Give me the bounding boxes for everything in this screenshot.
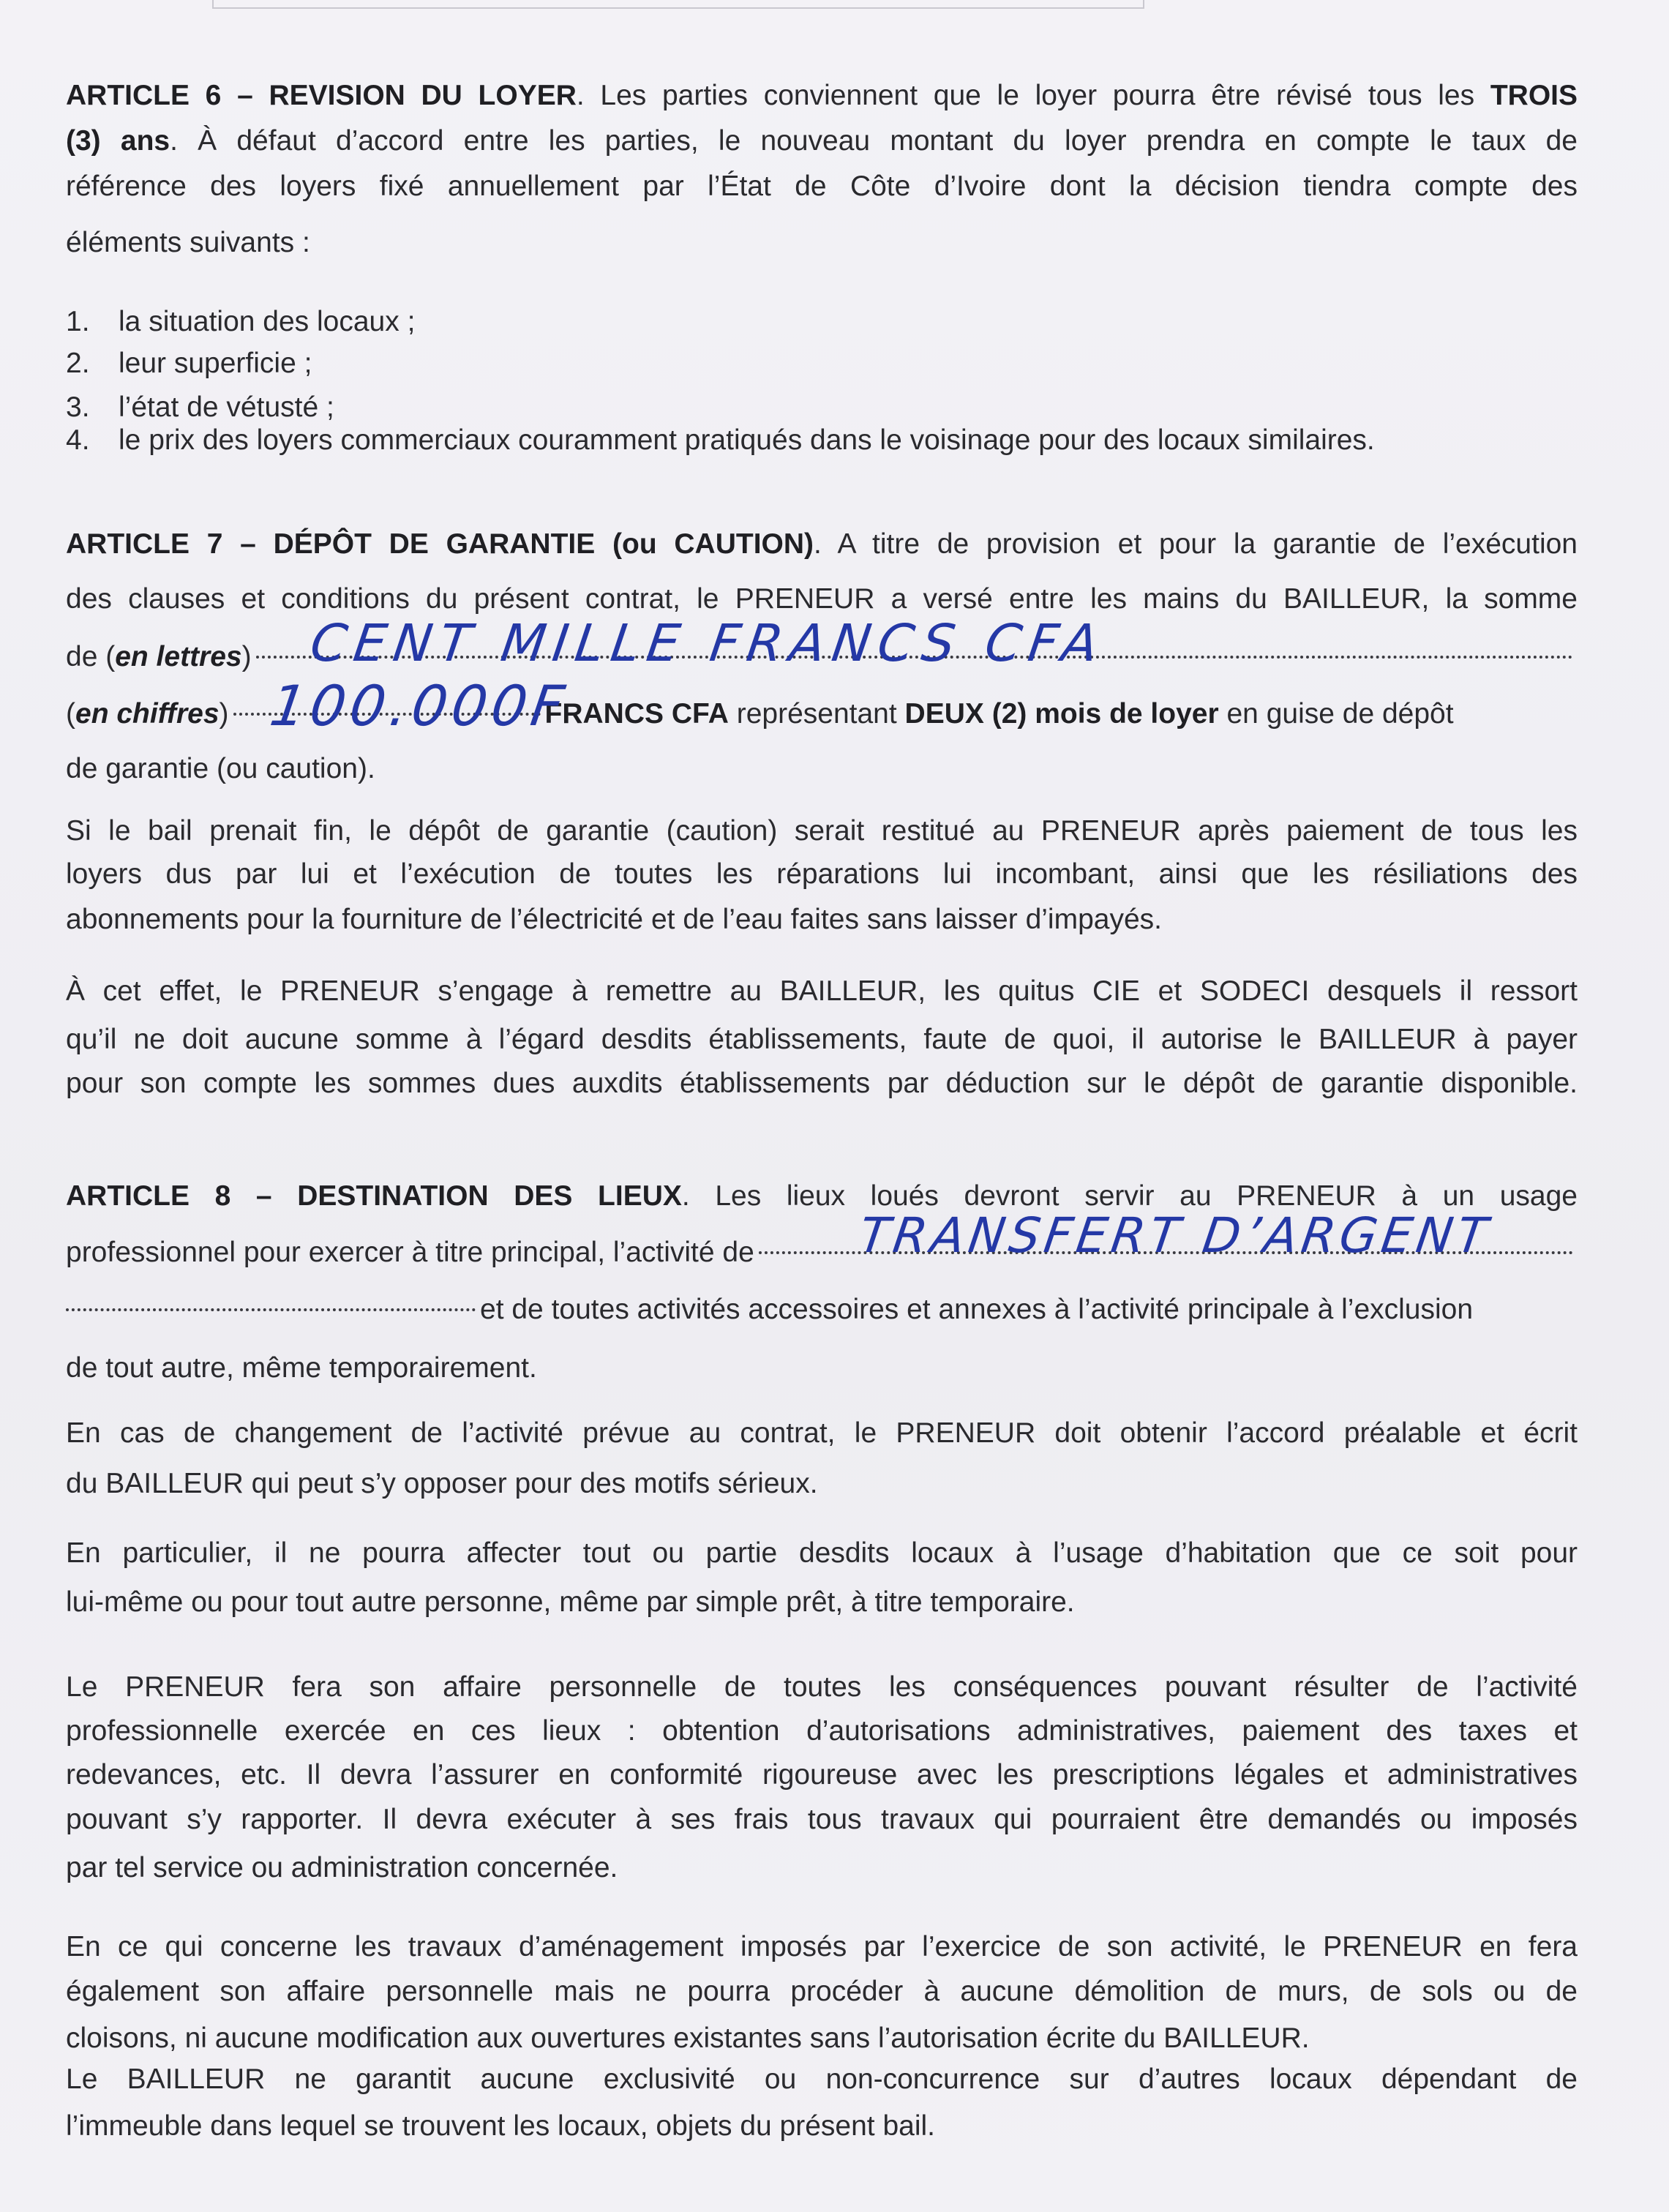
- article6-line-4: éléments suivants :: [66, 227, 310, 258]
- article8-line-3: [66, 1291, 1578, 1328]
- paragraph-line: professionnelle exercée en ces lieux : obtention d’autorisations administratives, paiement des taxes et: [66, 1715, 1578, 1747]
- text: ): [241, 641, 252, 672]
- label-en-chiffres: en chiffres: [75, 698, 220, 730]
- article6-line-3: référence des loyers fixé annuellement par l’État de Côte d’Ivoire dont la décision tiendra compte des: [66, 170, 1578, 202]
- article8-heading: ARTICLE 8 – DESTINATION DES LIEUX: [66, 1180, 682, 1212]
- paragraph-line: également son affaire personnelle mais ne pourra procéder à aucune démolition de murs, de sols ou de: [66, 1976, 1578, 2007]
- dotted-blank: [66, 1308, 476, 1311]
- paragraph-line: En particulier, il ne pourra affecter tout ou partie desdits locaux à l’usage d’habitation que ce soit pour: [66, 1537, 1578, 1569]
- list-text: l’état de vétusté ;: [119, 391, 334, 423]
- list-number: 4.: [66, 424, 90, 456]
- text: représentant: [728, 698, 905, 730]
- paragraph-line: En cas de changement de l’activité prévue au contrat, le PRENEUR doit obtenir l’accord préalable et écrit: [66, 1417, 1578, 1449]
- paragraph-line: Le PRENEUR fera son affaire personnelle de toutes les conséquences pouvant résulter de l’activité: [66, 1671, 1578, 1703]
- paragraph-line: par tel service ou administration concernée.: [66, 1852, 618, 1883]
- article7-line-1: [66, 526, 1578, 563]
- text: et de toutes activités accessoires et annexes à l’activité principale à l’exclusion: [480, 1294, 1474, 1325]
- list-item: [66, 304, 1578, 340]
- paragraph-line: lui-même ou pour tout autre personne, même par simple prêt, à titre temporaire.: [66, 1586, 1075, 1618]
- bold-text: FRANCS CFA: [544, 698, 729, 730]
- list-text: la situation des locaux ;: [119, 306, 416, 337]
- article6-line-1: [66, 78, 1578, 114]
- text: professionnel pour exercer à titre principal, l’activité de: [66, 1237, 754, 1268]
- text: (: [66, 698, 75, 730]
- list-item: [66, 345, 1578, 382]
- list-text: le prix des loyers commerciaux couramment pratiqués dans le voisinage pour des locaux similaires.: [119, 424, 1375, 456]
- bold-text: TROIS: [1490, 80, 1578, 111]
- paragraph-line: du BAILLEUR qui peut s’y opposer pour des motifs sérieux.: [66, 1468, 818, 1499]
- paragraph-line: En ce qui concerne les travaux d’aménagement imposés par l’exercice de son activité, le PRENEUR en fera: [66, 1931, 1578, 1962]
- paragraph-line: loyers dus par lui et l’exécution de toutes les réparations lui incombant, ainsi que les résiliations des: [66, 858, 1578, 890]
- article6-heading: ARTICLE 6 – REVISION DU LOYER: [66, 80, 577, 111]
- paragraph-line: pouvant s’y rapporter. Il devra exécuter à ses frais tous travaux qui pourraient être demandés ou imposés: [66, 1804, 1578, 1835]
- list-number: 2.: [66, 348, 90, 379]
- list-item: [66, 389, 1578, 426]
- paragraph-line: cloisons, ni aucune modification aux ouvertures existantes sans l’autorisation écrite du BAILLEUR.: [66, 2022, 1310, 2054]
- paragraph-line: Le BAILLEUR ne garantit aucune exclusivité ou non-concurrence sur d’autres locaux dépendant de: [66, 2063, 1578, 2095]
- handwritten-amount-figures: 100.000F: [266, 673, 573, 738]
- handwritten-amount-letters: CENT MILLE FRANCS CFA: [307, 613, 1109, 673]
- list-text: leur superficie ;: [119, 348, 312, 379]
- text: . Les lieux loués devront servir au PRENEUR à un usage: [681, 1180, 1578, 1212]
- paragraph-line: redevances, etc. Il devra l’assurer en conformité rigoureuse avec les prescriptions légales et administratives: [66, 1759, 1578, 1791]
- text: . Les parties conviennent que le loyer pourra être révisé tous les: [576, 80, 1475, 111]
- text: ): [219, 698, 229, 730]
- paragraph-line: pour son compte les sommes dues auxdits établissements par déduction sur le dépôt de garantie disponible.: [66, 1068, 1578, 1099]
- list-number: 1.: [66, 306, 90, 337]
- header-box-edge: [212, 0, 1144, 9]
- paragraph-line: Si le bail prenait fin, le dépôt de garantie (caution) serait restitué au PRENEUR après paiement de tous les: [66, 815, 1578, 847]
- article7-heading: ARTICLE 7 – DÉPÔT DE GARANTIE (ou CAUTION): [66, 528, 814, 560]
- bold-text: DEUX (2) mois de loyer: [904, 698, 1219, 730]
- text: de (: [66, 641, 116, 672]
- paragraph-line: À cet effet, le PRENEUR s’engage à remettre au BAILLEUR, les quitus CIE et SODECI desquels il ressort: [66, 975, 1578, 1007]
- paragraph-line: l’immeuble dans lequel se trouvent les locaux, objets du présent bail.: [66, 2110, 936, 2142]
- article6-line-2: [66, 123, 1578, 160]
- handwritten-activity: TRANSFERT D’ARGENT: [855, 1207, 1496, 1264]
- text: . À défaut d’accord entre les parties, le nouveau montant du loyer prendra en compte le taux de: [170, 125, 1578, 157]
- paragraph-line: qu’il ne doit aucune somme à l’égard desdits établissements, faute de quoi, il autorise le BAILLEUR à payer: [66, 1024, 1578, 1055]
- text: en guise de dépôt: [1218, 698, 1454, 730]
- text: . A titre de provision et pour la garantie de l’exécution: [814, 528, 1578, 560]
- list-item: [66, 422, 1578, 459]
- bold-text: (3) ans: [66, 125, 170, 157]
- list-number: 3.: [66, 391, 90, 423]
- article7-line-2: des clauses et conditions du présent contrat, le PRENEUR a versé entre les mains du BAILLEUR, la somme: [66, 583, 1578, 615]
- label-en-lettres: en lettres: [115, 641, 242, 672]
- article7-line-5: de garantie (ou caution).: [66, 753, 375, 784]
- paragraph-line: abonnements pour la fourniture de l’électricité et de l’eau faites sans laisser d’impayés.: [66, 904, 1162, 935]
- article8-line-4: de tout autre, même temporairement.: [66, 1352, 537, 1384]
